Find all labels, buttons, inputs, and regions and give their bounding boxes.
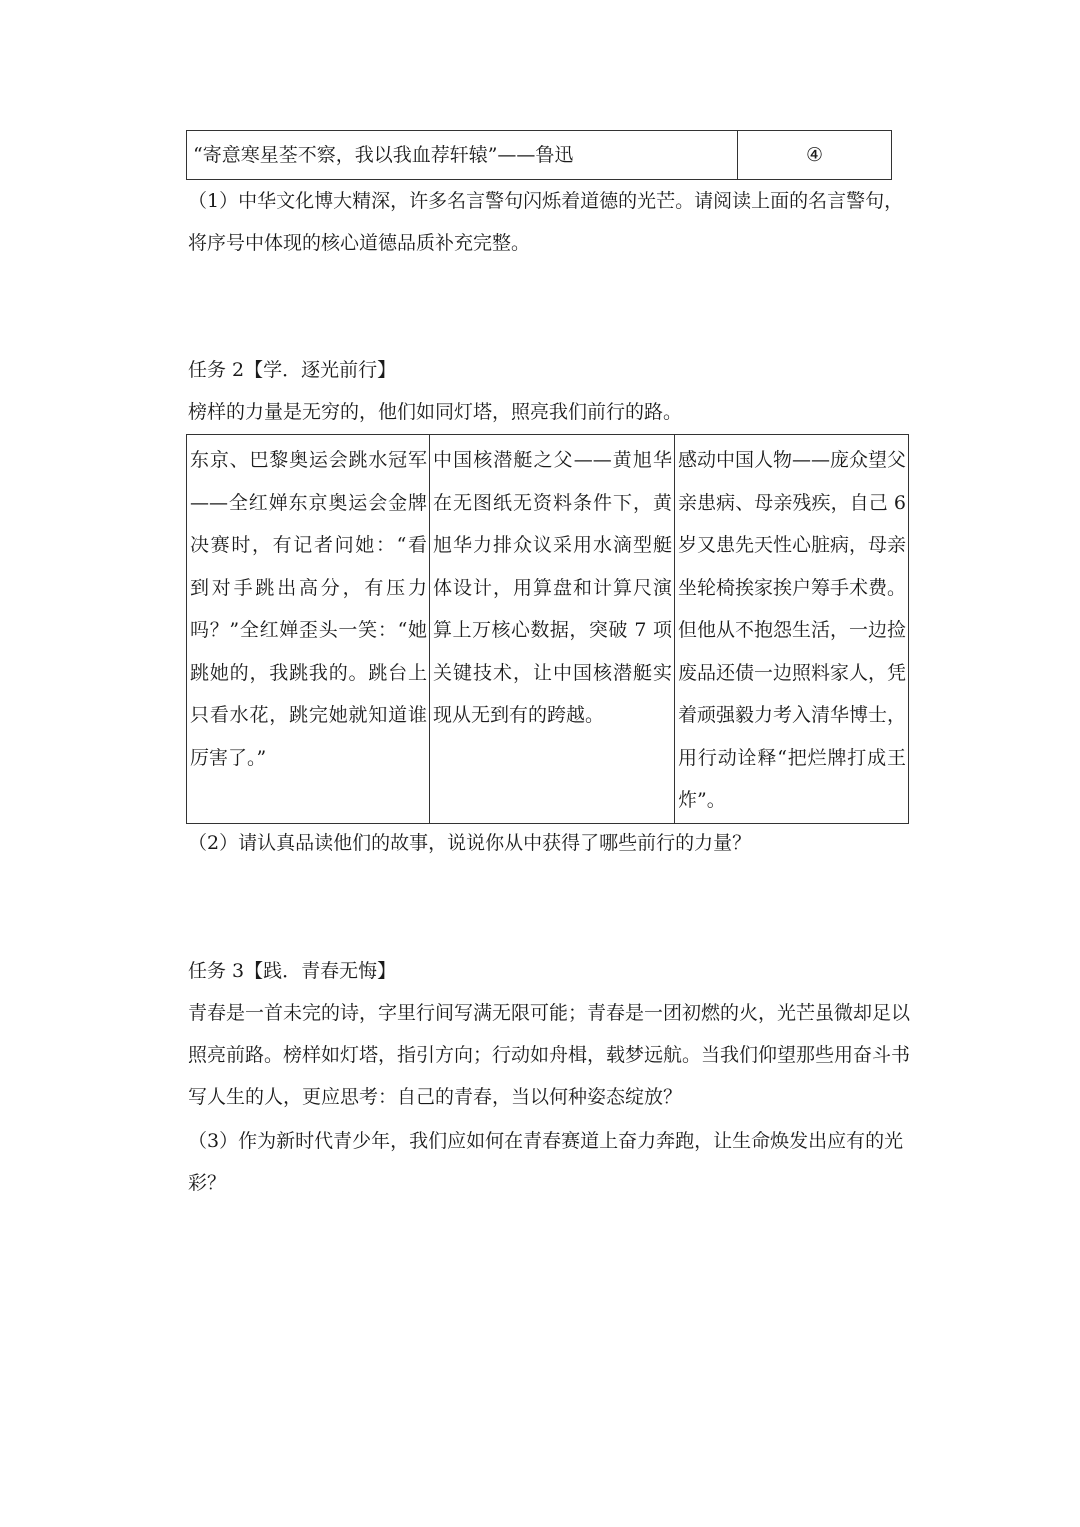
story-huang-xuhua: 中国核潜艇之父——黄旭华在无图纸无资料条件下，黄旭华力排众议采用水滴型艇体设计，用算盘和计算尺演算上万核心数据，突破 7 项关键技术，让中国核潜艇实现从无到有的跨越。 [430, 435, 675, 824]
story-quan-hongchan: 东京、巴黎奥运会跳水冠军——全红婵东京奥运会金牌决赛时，有记者问她：“看到对手跳出高分，有压力吗？”全红婵歪头一笑：“她跳她的，我跳我的。跳台上只看水花，跳完她就知道谁厉害了。” [187, 435, 430, 824]
role-model-table [186, 434, 909, 824]
quote-cell: “寄意寒星荃不察，我以我血荐轩辕”——鲁迅 [187, 131, 738, 180]
task-2-intro: 榜样的力量是无穷的，他们如同灯塔，照亮我们前行的路。 [188, 401, 683, 423]
task-2-heading: 任务 2【学．逐光前行】 [188, 359, 397, 381]
story-pang-zhongwang: 感动中国人物——庞众望父亲患病、母亲残疾，自己 6 岁又患先天性心脏病，母亲坐轮椅挨家挨户筹手术费。但他从不抱怨生活，一边捡废品还债一边照料家人，凭着顽强毅力考入清华博士，用行动诠释“把烂牌打成王炸”。 [675, 435, 909, 824]
table-row [187, 435, 909, 824]
question-2: （2）请认真品读他们的故事，说说你从中获得了哪些前行的力量？ [188, 832, 752, 854]
quote-table [186, 130, 892, 180]
table-row [187, 131, 892, 180]
question-3: （3）作为新时代青少年，我们应如何在青春赛道上奋力奔跑，让生命焕发出应有的光彩？ [188, 1130, 904, 1194]
task-3-intro: 青春是一首未完的诗，字里行间写满无限可能；青春是一团初燃的火，光芒虽微却足以照亮前路。榜样如灯塔，指引方向；行动如舟楫，载梦远航。当我们仰望那些用奋斗书写人生的人，更应思考：自己的青春，当以何种姿态绽放？ [188, 1002, 911, 1108]
task-3-heading: 任务 3【践．青春无悔】 [188, 960, 397, 982]
question-1: （1）中华文化博大精深，许多名言警句闪烁着道德的光芒。请阅读上面的名言警句，将序号中体现的核心道德品质补充完整。 [188, 190, 904, 254]
answer-slot-cell: ④ [738, 131, 892, 180]
